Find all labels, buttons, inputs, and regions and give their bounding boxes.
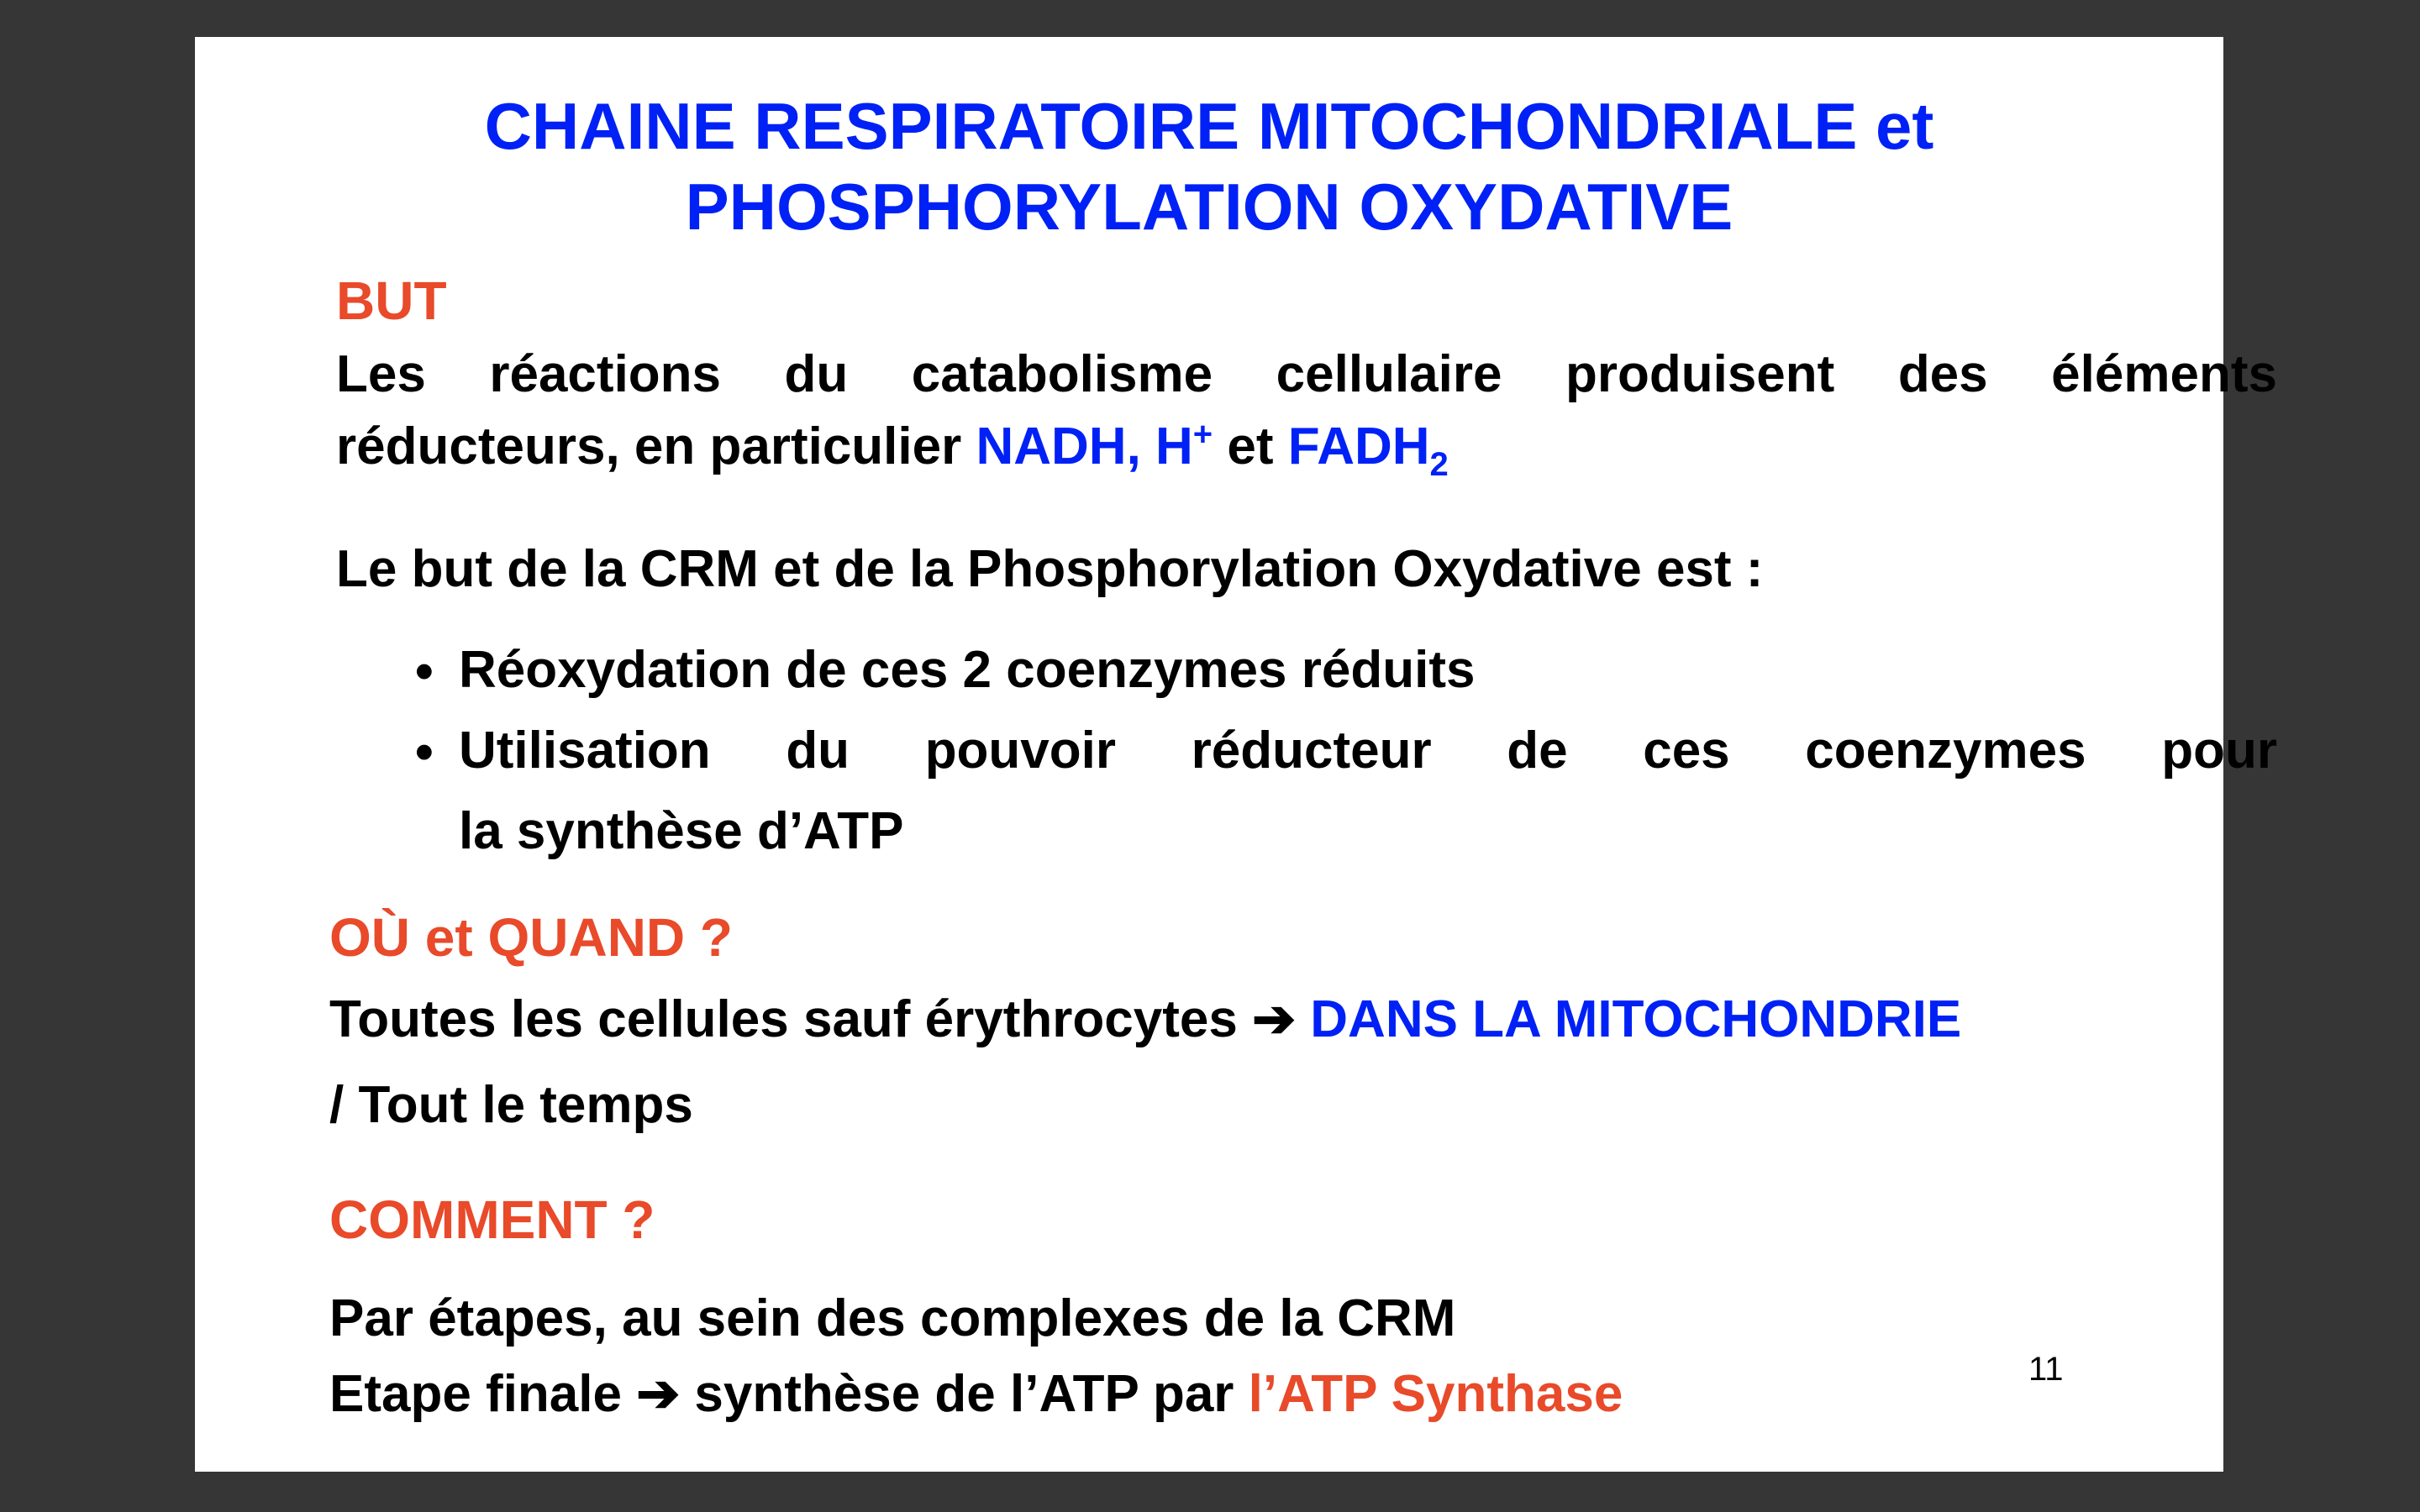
ou-quand-line-2: / Tout le temps	[329, 1076, 693, 1134]
comment-line-2	[329, 1362, 1623, 1426]
but-line-2-et: et	[1213, 417, 1288, 475]
but-intro: Le but de la CRM et de la Phosphorylation Oxydative est :	[336, 540, 1764, 598]
comment-heading: COMMENT ?	[329, 1189, 655, 1250]
bullet-1-text: Réoxydation de ces 2 coenzymes réduits	[459, 641, 1476, 699]
h-plus-superscript: +	[1192, 416, 1213, 453]
atp-synthase-highlight: l’ATP Synthase	[1248, 1365, 1623, 1423]
but-line-1-word: Les	[336, 345, 426, 403]
page-number: 11	[2028, 1351, 2064, 1388]
nadh-text: NADH, H	[976, 417, 1193, 475]
but-line-1	[336, 343, 2277, 407]
slide	[195, 37, 2277, 1472]
bullet-2-line-1-word: de	[1507, 722, 1568, 780]
fadh-subscript: 2	[1429, 446, 1449, 483]
but-heading: BUT	[336, 270, 447, 331]
bullet-2-line-1	[459, 719, 2277, 783]
comment-line-1: Par étapes, au sein des complexes de la CRM	[329, 1289, 1456, 1347]
bullet-2-line-2: la synthèse d’ATP	[459, 802, 904, 860]
but-line-2-prefix: réducteurs, en particulier	[336, 417, 976, 475]
bullet-2-line-1-word: du	[786, 722, 850, 780]
but-line-1-word: des	[1897, 345, 1988, 403]
bullet-2-line-1-word: pouvoir	[924, 722, 1117, 780]
ou-quand-line-1-prefix: Toutes les cellules sauf érythrocytes	[329, 990, 1253, 1048]
slide-title-line-2: PHOSPHORYLATION OXYDATIVE	[685, 170, 1733, 244]
but-line-1-word: produisent	[1565, 345, 1835, 403]
fadh-text: FADH	[1287, 417, 1430, 475]
mitochondrie-highlight: DANS LA MITOCHONDRIE	[1310, 990, 1962, 1048]
ou-quand-heading: OÙ et QUAND ?	[329, 907, 733, 968]
comment-line-2-mid: synthèse de l’ATP par	[680, 1365, 1249, 1423]
bullet-2-line-1-word: Utilisation	[459, 722, 711, 780]
bullet-2-dot: •	[415, 723, 434, 781]
ou-quand-line-1	[329, 988, 1961, 1052]
but-line-1-word: éléments	[2051, 345, 2277, 403]
bullet-2-line-1-word: pour	[2161, 722, 2277, 780]
bullet-2-line-1-word: ces	[1643, 722, 1730, 780]
right-arrow-icon: ➔	[1252, 990, 1297, 1048]
comment-line-2-prefix: Etape finale	[329, 1365, 637, 1423]
but-line-2	[336, 415, 1449, 483]
bullet-1-dot: •	[415, 643, 434, 701]
but-line-1-word: catabolisme	[911, 345, 1213, 403]
right-arrow-icon: ➔	[636, 1365, 681, 1423]
slide-title-line-1: CHAINE RESPIRATOIRE MITOCHONDRIALE et	[484, 89, 1934, 163]
but-line-1-word: du	[784, 345, 849, 403]
but-line-1-word: cellulaire	[1276, 345, 1502, 403]
bullet-2-line-1-word: réducteur	[1191, 722, 1432, 780]
but-line-1-word: réactions	[489, 345, 722, 403]
bullet-2-line-1-word: coenzymes	[1805, 722, 2086, 780]
